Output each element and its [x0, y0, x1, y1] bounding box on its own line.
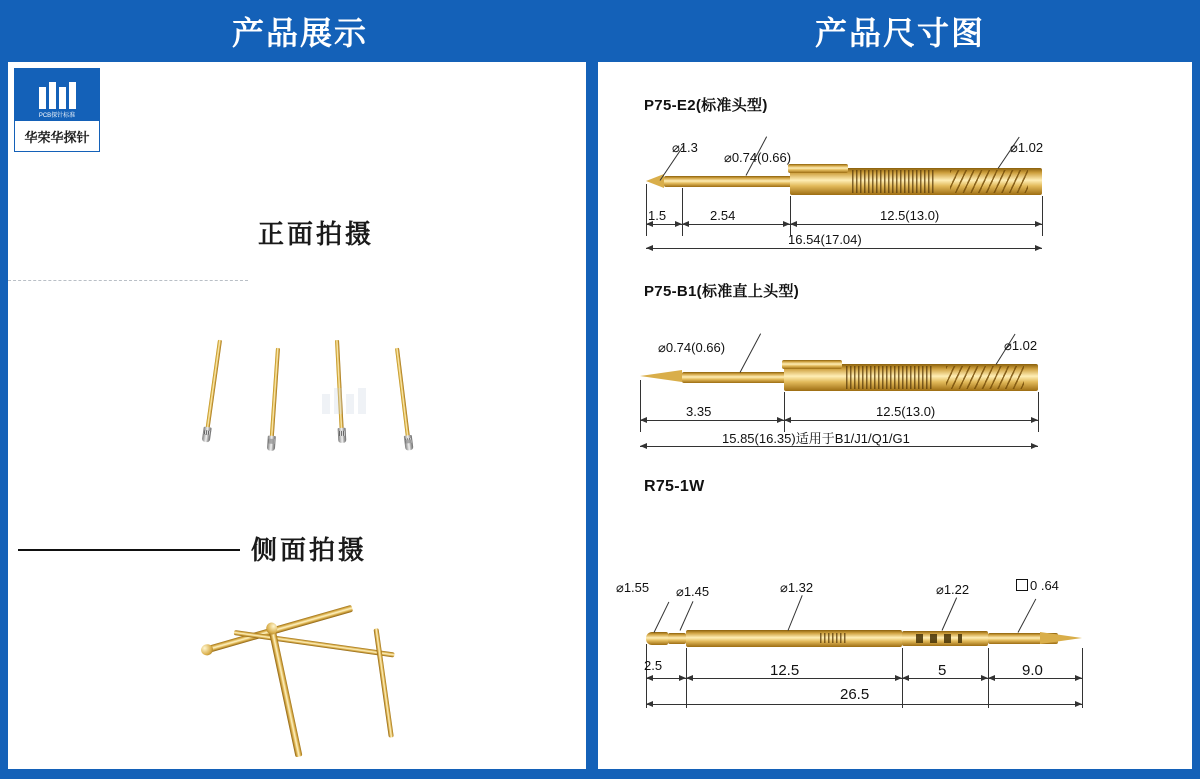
logo-brand-text: 华荣华探针 [24, 129, 90, 145]
probe-side-3 [269, 629, 303, 758]
dim-line-3-total [646, 704, 1082, 705]
header-title-right: 产品尺寸图 [814, 15, 985, 51]
probe-head-3 [646, 632, 668, 645]
drawing-title-2: P75-B1(标准直上头型) [644, 283, 800, 300]
probe-knurl-2 [846, 366, 932, 389]
dim-line-3a [646, 678, 686, 679]
probe-knurl-1 [852, 170, 936, 193]
leader-line-3c [788, 595, 803, 631]
front-view-label: 正面拍摄 [258, 219, 375, 249]
ext-line-3e [1082, 648, 1083, 708]
callout-1-2: ⌀0.74(0.66) [724, 150, 792, 165]
dim-line-1a [646, 224, 682, 225]
drawing-title-3: R75-1W [644, 478, 705, 495]
front-view-photo [188, 332, 448, 472]
callout-3-4: ⌀1.22 [936, 582, 970, 597]
probe-side-2 [234, 630, 395, 657]
leader-line-3a [654, 602, 670, 633]
header-bar [0, 0, 1200, 62]
callout-2-2: ⌀1.02 [1004, 338, 1038, 353]
probe-sleeve-1 [788, 164, 848, 173]
probe-spring-1 [950, 170, 1028, 193]
crown-icon [39, 82, 76, 109]
probe-shaft-1a [664, 176, 792, 187]
dimension-drawing-panel [598, 62, 1192, 769]
dim-2-1: 3.35 [686, 404, 712, 419]
dim-3-3: 5 [938, 662, 947, 679]
leader-line-3d [942, 597, 958, 630]
divider-dashed [8, 280, 248, 281]
company-logo [14, 68, 100, 152]
drawing-title-1: P75-E2(标准头型) [644, 97, 768, 114]
ext-line-2c [1038, 392, 1039, 432]
probe-neck-3 [668, 633, 686, 644]
ext-line-2a [640, 380, 641, 432]
callout-1-1: ⌀1.3 [672, 140, 698, 155]
dim-line-2a [640, 420, 784, 421]
probe-front-2 [274, 348, 282, 349]
dim-2-total: 15.85(16.35)适用于B1/J1/Q1/G1 [722, 431, 910, 446]
dim-1-3: 12.5(13.0) [880, 208, 940, 223]
callout-3-5 [1016, 578, 1059, 593]
dim-line-1-total [646, 248, 1042, 249]
drawing-p75-b1 [598, 280, 1192, 490]
ext-line-1a [646, 184, 647, 236]
ext-line-1d [1042, 196, 1043, 236]
probe-tip-3 [1040, 632, 1082, 644]
ext-line-1c [790, 196, 791, 236]
probe-knurl-3 [820, 633, 846, 643]
leader-line-3b [680, 601, 694, 631]
ext-line-2b [784, 392, 785, 432]
dim-3-1: 2.5 [644, 658, 663, 673]
probe-front-4 [393, 348, 401, 349]
dim-line-2b [784, 420, 1038, 421]
side-view-photo [198, 602, 428, 747]
probe-tip-2 [640, 370, 682, 382]
side-view-label: 侧面拍摄 [251, 535, 368, 565]
leader-line-3e [1018, 599, 1037, 633]
leader-line-2a [740, 333, 762, 372]
dim-line-1b [682, 224, 790, 225]
dim-2-2: 12.5(13.0) [876, 404, 936, 419]
square-symbol-icon [1016, 579, 1028, 591]
dim-3-4: 9.0 [1022, 662, 1043, 679]
callout-3-1: ⌀1.55 [616, 580, 650, 595]
callout-1-3: ⌀1.02 [1010, 140, 1044, 155]
logo-badge-text: PCB探针标准 [38, 113, 76, 119]
header-title-left: 产品展示 [231, 15, 368, 51]
drawing-p75-e2 [598, 62, 1192, 292]
probe-marks-3 [916, 634, 962, 643]
drawing-r75-1w [598, 472, 1192, 722]
probe-front-1 [216, 339, 224, 340]
callout-3-3: ⌀1.32 [780, 580, 814, 595]
callout-3-5-text: 0 .64 [1030, 578, 1059, 593]
probe-shaft-2 [682, 372, 786, 383]
probe-spring-2 [946, 366, 1024, 389]
watermark-crown-icon [322, 388, 366, 414]
dim-1-2: 2.54 [710, 208, 736, 223]
probe-barrel-3 [686, 630, 902, 647]
probe-sleeve-2 [782, 360, 842, 369]
dim-line-1c [790, 224, 1042, 225]
dim-3-2: 12.5 [770, 662, 800, 679]
ext-line-1b [682, 188, 683, 236]
dim-3-total: 26.5 [840, 686, 870, 703]
callout-2-1: ⌀0.74(0.66) [658, 340, 726, 355]
dim-1-1: 1.5 [648, 208, 667, 223]
dim-1-total: 16.54(17.04) [788, 232, 862, 247]
divider-solid [18, 549, 240, 551]
logo-crown-mark [15, 69, 99, 121]
probe-side-4 [374, 628, 394, 738]
product-photo-panel [8, 62, 586, 769]
panels-container [0, 62, 1200, 779]
callout-3-2: ⌀1.45 [676, 584, 710, 599]
